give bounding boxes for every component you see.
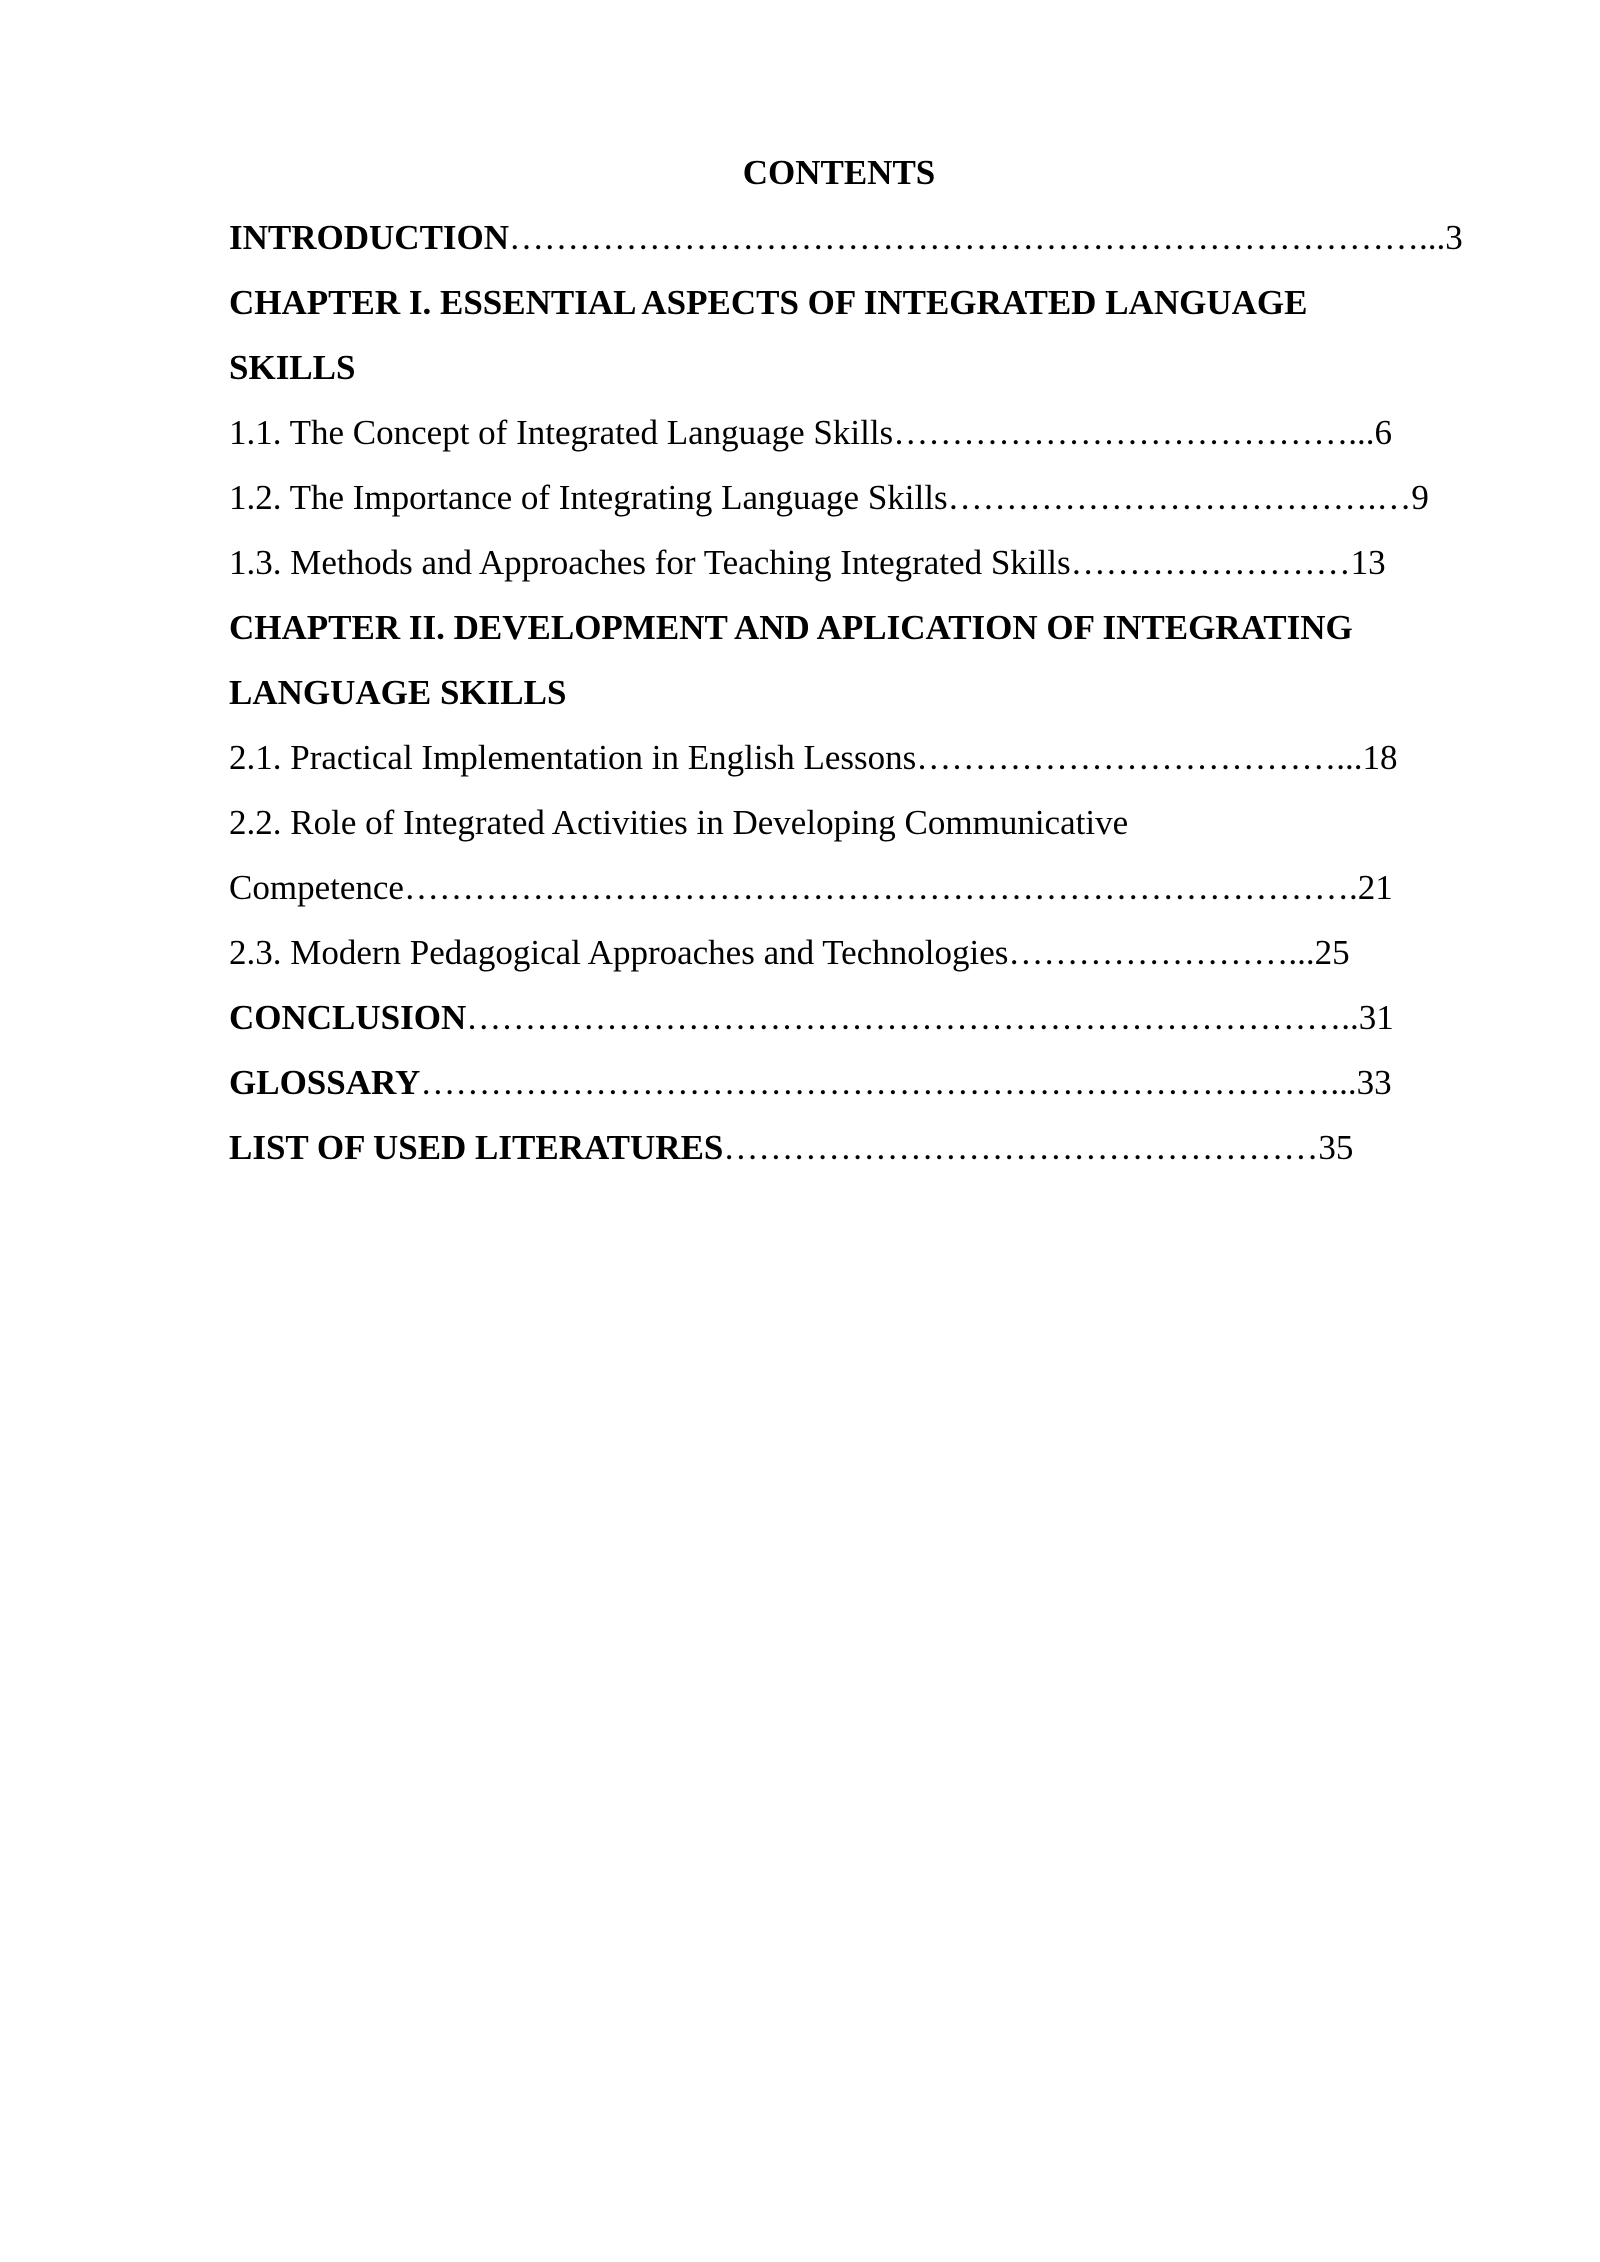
toc-entry-text: INTRODUCTION <box>229 218 510 257</box>
toc-entry-text: 2.2. Role of Integrated Activities in Developing Communicative <box>229 803 1129 842</box>
toc-entry-text: CHAPTER I. ESSENTIAL ASPECTS OF INTEGRATED LANGUAGE <box>229 283 1308 322</box>
toc-entry-text: 1.3. Methods and Approaches for Teaching Integrated Skills <box>229 543 1071 582</box>
toc-entry <box>229 400 1489 465</box>
toc-entry <box>229 1115 1489 1180</box>
toc-entry-text: Competence <box>229 868 404 907</box>
toc-entry-page-number: 33 <box>1356 1063 1392 1102</box>
toc-entry-text: 1.1. The Concept of Integrated Language Skills <box>229 413 894 452</box>
toc-entry-text: CHAPTER II. DEVELOPMENT AND APLICATION OF INTEGRATING <box>229 608 1353 647</box>
toc-entry-leader: ………………………………………………………………….. <box>466 998 1359 1037</box>
toc-entry-text: GLOSSARY <box>229 1063 421 1102</box>
toc-entry-text: 2.3. Modern Pedagogical Approaches and Technologies <box>229 933 1009 972</box>
toc-entry-page-number: 9 <box>1411 478 1429 517</box>
toc-entry-page-number: 18 <box>1362 738 1398 777</box>
toc-entry-leader: …………………………………... <box>893 413 1375 452</box>
toc-entry <box>229 270 1489 335</box>
toc-entry-leader: ………………………………... <box>916 738 1363 777</box>
toc-entry-text: CONCLUSION <box>229 998 467 1037</box>
toc-entry <box>229 660 1489 725</box>
toc-entry-text: 1.2. The Importance of Integrating Language Skills <box>229 478 948 517</box>
toc-entry <box>229 790 1489 855</box>
toc-entry-text: LANGUAGE SKILLS <box>229 673 567 712</box>
toc-entry-leader: ……………………... <box>1008 933 1315 972</box>
toc-entry <box>229 335 1489 400</box>
toc-entry <box>229 530 1489 595</box>
toc-entry-page-number: 13 <box>1350 543 1386 582</box>
toc-entry-leader: ……………………………………………………………………... <box>509 218 1446 257</box>
toc-entry-page-number: 35 <box>1318 1128 1354 1167</box>
toc-entry-page-number: 6 <box>1374 413 1392 452</box>
toc-entries <box>229 205 1489 1180</box>
toc-entry <box>229 985 1489 1050</box>
toc-entry-page-number: 31 <box>1358 998 1394 1037</box>
toc-entry-leader: ……………………………………………………………………... <box>420 1063 1357 1102</box>
toc-entry <box>229 595 1489 660</box>
toc-entry-page-number: 21 <box>1357 868 1393 907</box>
toc-entry-page-number: 3 <box>1445 218 1463 257</box>
toc-entry-text: LIST OF USED LITERATURES <box>229 1128 724 1167</box>
toc-entry <box>229 1050 1489 1115</box>
table-of-contents <box>229 140 1489 1180</box>
toc-entry-text: 2.1. Practical Implementation in English Lessons <box>229 738 917 777</box>
toc-entry-leader: ……………………………….… <box>947 478 1412 517</box>
toc-entry <box>229 725 1489 790</box>
toc-entry-leader: ………………………………………………………………………. <box>403 868 1358 907</box>
toc-entry-text: SKILLS <box>229 348 356 387</box>
toc-entry <box>229 855 1489 920</box>
toc-entry <box>229 920 1489 985</box>
toc-entry-leader: …………………… <box>1070 543 1351 582</box>
contents-title: CONTENTS <box>742 153 936 192</box>
toc-entry <box>229 205 1489 270</box>
toc-entry <box>229 465 1489 530</box>
toc-entry-page-number: 25 <box>1314 933 1350 972</box>
toc-entry-leader: …………………………………………… <box>723 1128 1319 1167</box>
